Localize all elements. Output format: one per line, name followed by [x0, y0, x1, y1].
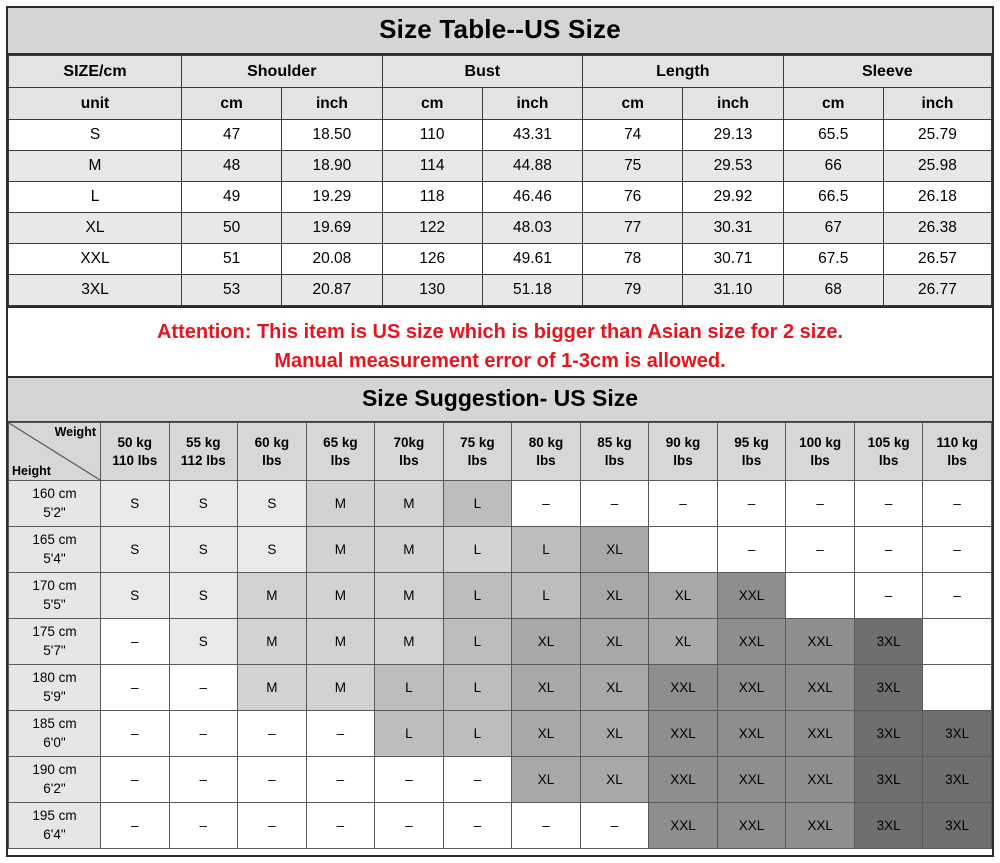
- suggest-cell: –: [375, 803, 444, 849]
- suggest-cell: –: [717, 481, 786, 527]
- unit-label: unit: [9, 88, 182, 120]
- suggest-cell: 3XL: [923, 757, 992, 803]
- table-row: [9, 757, 992, 803]
- table-row: [9, 619, 992, 665]
- suggest-cell: [649, 527, 718, 573]
- suggest-cell: 3XL: [854, 665, 923, 711]
- suggest-cell: M: [306, 665, 375, 711]
- suggest-cell: XL: [580, 527, 649, 573]
- suggest-cell: –: [512, 803, 581, 849]
- table-row: [9, 213, 992, 244]
- suggest-cell: –: [580, 481, 649, 527]
- cell: 49.61: [482, 244, 582, 275]
- weight-col-header: 70kg lbs: [375, 423, 444, 481]
- size-suggestion-body: [9, 481, 992, 849]
- height-row-header: 165 cm 5'4": [9, 527, 101, 573]
- suggest-cell: –: [786, 527, 855, 573]
- suggest-cell: XXL: [717, 619, 786, 665]
- height-row-header: 160 cm 5'2": [9, 481, 101, 527]
- cell: 51: [182, 244, 282, 275]
- suggest-cell: L: [443, 573, 512, 619]
- table-row: [9, 527, 992, 573]
- unit-shoulder-inch: inch: [282, 88, 382, 120]
- suggest-cell: –: [854, 527, 923, 573]
- suggest-cell: XXL: [649, 803, 718, 849]
- cell: L: [9, 182, 182, 213]
- height-axis-label: Height: [12, 464, 51, 478]
- size-table: [8, 55, 992, 306]
- cell: 30.31: [683, 213, 783, 244]
- cell: M: [9, 151, 182, 182]
- suggest-cell: S: [169, 481, 238, 527]
- suggest-cell: [786, 573, 855, 619]
- table-row: [9, 573, 992, 619]
- cell: 66: [783, 151, 883, 182]
- height-row-header: 195 cm 6'4": [9, 803, 101, 849]
- suggest-cell: XL: [512, 757, 581, 803]
- weight-col-header: 90 kg lbs: [649, 423, 718, 481]
- weight-col-header: 60 kg lbs: [238, 423, 307, 481]
- table-row: [9, 275, 992, 306]
- unit-sleeve-cm: cm: [783, 88, 883, 120]
- suggest-cell: L: [512, 527, 581, 573]
- cell: 31.10: [683, 275, 783, 306]
- size-table-block: [6, 6, 994, 390]
- cell: 76: [583, 182, 683, 213]
- suggest-cell: –: [101, 619, 170, 665]
- suggest-cell: L: [443, 527, 512, 573]
- weight-col-header: 50 kg 110 lbs: [101, 423, 170, 481]
- suggest-cell: –: [512, 481, 581, 527]
- suggest-cell: –: [443, 803, 512, 849]
- cell: 18.90: [282, 151, 382, 182]
- suggest-cell: XXL: [649, 711, 718, 757]
- cell: 29.53: [683, 151, 783, 182]
- cell: 29.92: [683, 182, 783, 213]
- size-suggestion-block: [6, 376, 994, 857]
- suggest-cell: –: [238, 757, 307, 803]
- cell: 19.69: [282, 213, 382, 244]
- suggest-cell: –: [306, 757, 375, 803]
- suggest-cell: XXL: [717, 711, 786, 757]
- suggest-cell: XL: [580, 573, 649, 619]
- cell: 43.31: [482, 120, 582, 151]
- header-sleeve: Sleeve: [783, 56, 991, 88]
- height-row-header: 190 cm 6'2": [9, 757, 101, 803]
- suggest-cell: M: [306, 619, 375, 665]
- table-row: [9, 665, 992, 711]
- suggest-cell: M: [238, 665, 307, 711]
- weight-height-corner-cell: [9, 423, 101, 481]
- cell: 130: [382, 275, 482, 306]
- cell: 74: [583, 120, 683, 151]
- cell: 75: [583, 151, 683, 182]
- suggest-cell: XXL: [717, 803, 786, 849]
- suggest-cell: –: [101, 757, 170, 803]
- unit-bust-cm: cm: [382, 88, 482, 120]
- cell: 46.46: [482, 182, 582, 213]
- cell: 3XL: [9, 275, 182, 306]
- table-row: [9, 151, 992, 182]
- cell: 49: [182, 182, 282, 213]
- suggest-cell: M: [306, 527, 375, 573]
- suggest-cell: S: [101, 573, 170, 619]
- cell: 118: [382, 182, 482, 213]
- suggest-cell: [923, 665, 992, 711]
- table-row: [9, 244, 992, 275]
- weight-col-header: 65 kg lbs: [306, 423, 375, 481]
- height-row-header: 185 cm 6'0": [9, 711, 101, 757]
- suggest-cell: XXL: [717, 665, 786, 711]
- suggest-cell: XL: [580, 619, 649, 665]
- cell: 30.71: [683, 244, 783, 275]
- cell: 25.98: [883, 151, 991, 182]
- cell: 50: [182, 213, 282, 244]
- suggest-cell: L: [375, 665, 444, 711]
- suggest-cell: –: [580, 803, 649, 849]
- size-table-body: [9, 120, 992, 306]
- cell: 26.77: [883, 275, 991, 306]
- suggest-cell: M: [306, 573, 375, 619]
- cell: 78: [583, 244, 683, 275]
- suggest-cell: M: [375, 481, 444, 527]
- suggest-cell: –: [169, 665, 238, 711]
- unit-length-cm: cm: [583, 88, 683, 120]
- cell: 29.13: [683, 120, 783, 151]
- suggest-cell: XL: [580, 711, 649, 757]
- cell: 68: [783, 275, 883, 306]
- cell: 19.29: [282, 182, 382, 213]
- table-row: [9, 120, 992, 151]
- height-row-header: 180 cm 5'9": [9, 665, 101, 711]
- suggest-cell: XL: [580, 665, 649, 711]
- suggest-cell: XXL: [649, 665, 718, 711]
- weight-col-header: 110 kg lbs: [923, 423, 992, 481]
- cell: 26.18: [883, 182, 991, 213]
- cell: 26.38: [883, 213, 991, 244]
- header-length: Length: [583, 56, 784, 88]
- suggest-cell: M: [306, 481, 375, 527]
- suggest-cell: M: [238, 573, 307, 619]
- suggest-cell: [923, 619, 992, 665]
- unit-sleeve-inch: inch: [883, 88, 991, 120]
- suggest-cell: –: [923, 527, 992, 573]
- suggest-cell: M: [375, 527, 444, 573]
- suggest-cell: XL: [512, 711, 581, 757]
- cell: XL: [9, 213, 182, 244]
- suggest-cell: XL: [512, 619, 581, 665]
- suggest-cell: L: [443, 711, 512, 757]
- suggest-cell: –: [443, 757, 512, 803]
- cell: 48.03: [482, 213, 582, 244]
- suggest-cell: XXL: [649, 757, 718, 803]
- cell: 67.5: [783, 244, 883, 275]
- height-row-header: 175 cm 5'7": [9, 619, 101, 665]
- table-row: [9, 182, 992, 213]
- suggest-cell: XXL: [786, 803, 855, 849]
- suggest-cell: S: [169, 527, 238, 573]
- suggest-cell: M: [238, 619, 307, 665]
- header-bust: Bust: [382, 56, 583, 88]
- suggest-cell: L: [443, 481, 512, 527]
- suggest-cell: –: [717, 527, 786, 573]
- suggest-cell: XXL: [786, 711, 855, 757]
- size-table-title: Size Table--US Size: [8, 8, 992, 55]
- suggest-cell: –: [238, 711, 307, 757]
- cell: 126: [382, 244, 482, 275]
- cell: 122: [382, 213, 482, 244]
- weight-col-header: 85 kg lbs: [580, 423, 649, 481]
- cell: XXL: [9, 244, 182, 275]
- table-row: [9, 481, 992, 527]
- suggest-cell: S: [169, 619, 238, 665]
- weight-col-header: 75 kg lbs: [443, 423, 512, 481]
- weight-col-header: 105 kg lbs: [854, 423, 923, 481]
- suggest-cell: –: [306, 711, 375, 757]
- cell: 44.88: [482, 151, 582, 182]
- header-size-cm: SIZE/cm: [9, 56, 182, 88]
- suggest-cell: –: [649, 481, 718, 527]
- unit-bust-inch: inch: [482, 88, 582, 120]
- suggest-cell: –: [306, 803, 375, 849]
- suggest-cell: –: [169, 711, 238, 757]
- suggest-cell: 3XL: [854, 757, 923, 803]
- cell: 67: [783, 213, 883, 244]
- cell: 25.79: [883, 120, 991, 151]
- cell: 48: [182, 151, 282, 182]
- suggest-cell: L: [443, 619, 512, 665]
- suggest-cell: –: [101, 711, 170, 757]
- cell: 18.50: [282, 120, 382, 151]
- suggest-cell: –: [169, 803, 238, 849]
- cell: 110: [382, 120, 482, 151]
- weight-col-header: 95 kg lbs: [717, 423, 786, 481]
- unit-length-inch: inch: [683, 88, 783, 120]
- attention-line-1: Attention: This item is US size which is bigger than Asian size for 2 size.: [156, 321, 844, 343]
- suggest-cell: –: [169, 757, 238, 803]
- cell: 47: [182, 120, 282, 151]
- suggest-cell: S: [238, 481, 307, 527]
- cell: 65.5: [783, 120, 883, 151]
- suggest-cell: L: [375, 711, 444, 757]
- suggest-cell: XXL: [717, 573, 786, 619]
- size-table-group-header-row: [9, 56, 992, 88]
- unit-shoulder-cm: cm: [182, 88, 282, 120]
- suggest-cell: S: [101, 527, 170, 573]
- suggest-cell: M: [375, 619, 444, 665]
- header-shoulder: Shoulder: [182, 56, 383, 88]
- suggest-cell: –: [923, 573, 992, 619]
- suggest-cell: S: [169, 573, 238, 619]
- cell: 20.87: [282, 275, 382, 306]
- weight-axis-label: Weight: [54, 425, 96, 439]
- weight-col-header: 100 kg lbs: [786, 423, 855, 481]
- suggest-cell: –: [375, 757, 444, 803]
- suggest-cell: L: [512, 573, 581, 619]
- suggest-cell: 3XL: [923, 711, 992, 757]
- cell: 53: [182, 275, 282, 306]
- cell: 66.5: [783, 182, 883, 213]
- attention-line-2: Manual measurement error of 1-3cm is allowed.: [274, 350, 726, 372]
- suggest-cell: 3XL: [854, 803, 923, 849]
- suggest-cell: XXL: [786, 665, 855, 711]
- suggest-cell: XL: [649, 619, 718, 665]
- weight-col-header: 55 kg 112 lbs: [169, 423, 238, 481]
- suggest-cell: XL: [649, 573, 718, 619]
- suggest-cell: –: [854, 573, 923, 619]
- size-suggestion-title: Size Suggestion- US Size: [8, 378, 992, 422]
- cell: 79: [583, 275, 683, 306]
- suggest-cell: XXL: [786, 619, 855, 665]
- suggest-cell: XL: [512, 665, 581, 711]
- suggest-cell: XXL: [717, 757, 786, 803]
- suggest-cell: –: [786, 481, 855, 527]
- suggest-cell: 3XL: [854, 711, 923, 757]
- weight-col-header: 80 kg lbs: [512, 423, 581, 481]
- cell: 77: [583, 213, 683, 244]
- suggest-cell: XL: [580, 757, 649, 803]
- suggest-cell: 3XL: [923, 803, 992, 849]
- cell: 114: [382, 151, 482, 182]
- cell: 26.57: [883, 244, 991, 275]
- suggest-cell: S: [101, 481, 170, 527]
- suggest-cell: –: [238, 803, 307, 849]
- height-row-header: 170 cm 5'5": [9, 573, 101, 619]
- suggest-cell: L: [443, 665, 512, 711]
- size-table-unit-row: [9, 88, 992, 120]
- table-row: [9, 711, 992, 757]
- suggest-cell: XXL: [786, 757, 855, 803]
- suggest-cell: –: [101, 803, 170, 849]
- cell: S: [9, 120, 182, 151]
- suggest-cell: –: [101, 665, 170, 711]
- suggest-cell: S: [238, 527, 307, 573]
- cell: 20.08: [282, 244, 382, 275]
- cell: 51.18: [482, 275, 582, 306]
- table-row: [9, 803, 992, 849]
- size-suggestion-table: [8, 422, 992, 849]
- suggest-cell: 3XL: [854, 619, 923, 665]
- suggest-cell: –: [923, 481, 992, 527]
- suggestion-header-row: [9, 423, 992, 481]
- suggest-cell: –: [854, 481, 923, 527]
- suggest-cell: M: [375, 573, 444, 619]
